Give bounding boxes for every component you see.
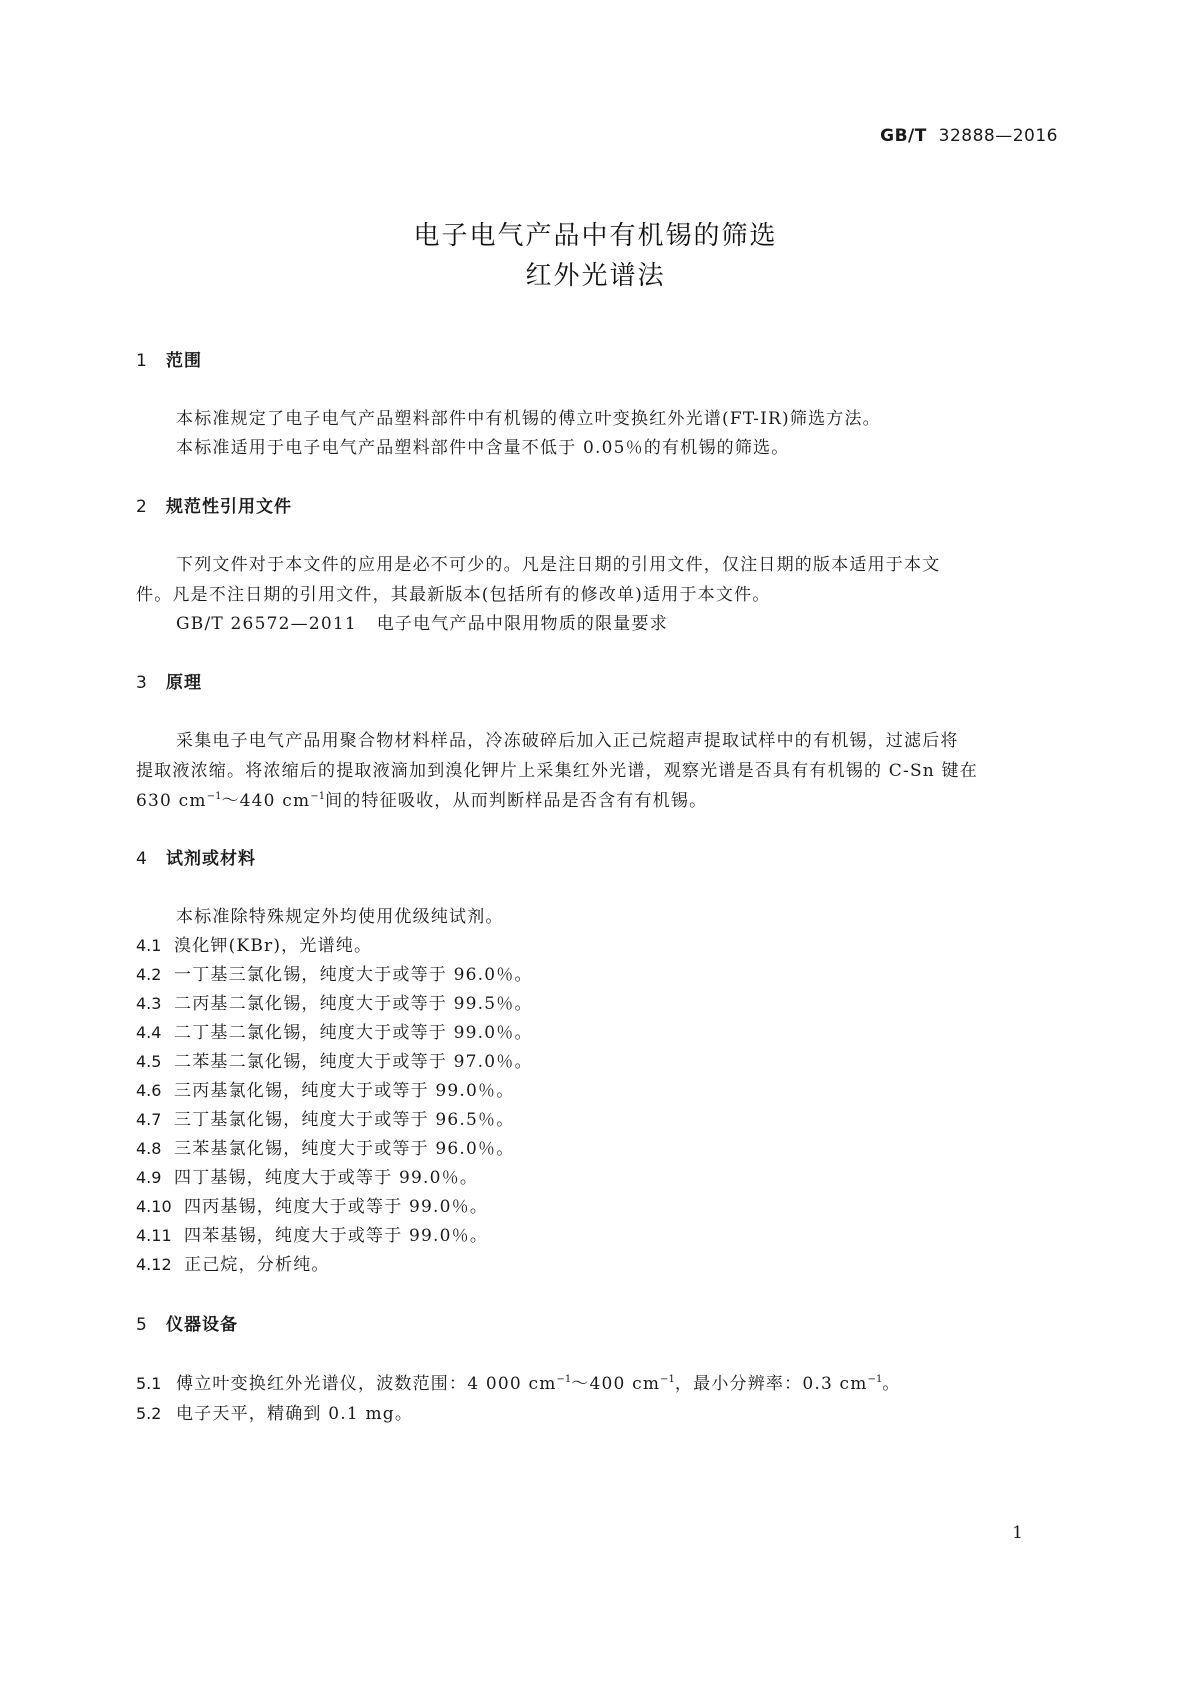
reagent-item: 4.12 正己烷，分析纯。: [136, 1255, 330, 1275]
reference-code: GB/T 26572—2011: [176, 614, 357, 634]
section-3-para-line3: 630 $cm^{-1}\sim 440$ $cm^{-1}$间的特征吸收，从而判断样品是否含有有机锡。: [136, 791, 708, 811]
document-title-line2: 红外光谱法: [525, 261, 666, 291]
section-5-heading: 5 仪器设备: [136, 1315, 238, 1335]
section-1-para-1: 本标准规定了电子电气产品塑料部件中有机锡的傅立叶变换红外光谱(FT-IR)筛选方法。: [176, 409, 881, 429]
apparatus-item-5-1: 5.1 傅立叶变换红外光谱仪，波数范围：4 000 $cm^{-1}\sim 400$ $cm^{-1}$，最小分辨率：0.3 $cm^{-1}$。: [136, 1374, 901, 1394]
reagent-item: 4.3 二丙基二氯化锡，纯度大于或等于 99.5％。: [136, 994, 533, 1014]
section-1-heading: 1 范围: [136, 351, 202, 371]
document-title-line1: 电子电气产品中有机锡的筛选: [413, 221, 778, 251]
reagent-item: 4.4 二丁基二氯化锡，纯度大于或等于 99.0％。: [136, 1023, 533, 1043]
page-number: 1: [1012, 1523, 1023, 1543]
apparatus-item-5-2: 5.2 电子天平，精确到 0.1 mg。: [136, 1404, 414, 1424]
section-1-para-2: 本标准适用于电子电气产品塑料部件中含量不低于 0.05％的有机锡的筛选。: [176, 438, 790, 458]
reagent-item: 4.2 一丁基三氯化锡，纯度大于或等于 96.0％。: [136, 965, 533, 985]
section-4-intro: 本标准除特殊规定外均使用优级纯试剂。: [176, 907, 504, 927]
section-3-para-line2: 提取液浓缩。将浓缩后的提取液滴加到溴化钾片上采集红外光谱，观察光谱是否具有有机锡的 C-Sn 键在: [136, 761, 978, 781]
section-2-heading: 2 规范性引用文件: [136, 497, 292, 517]
reagent-item: 4.11 四苯基锡，纯度大于或等于 99.0％。: [136, 1226, 489, 1246]
reagent-item: 4.5 二苯基二氯化锡，纯度大于或等于 97.0％。: [136, 1052, 533, 1072]
reagent-item: 4.8 三苯基氯化锡，纯度大于或等于 96.0％。: [136, 1139, 515, 1159]
section-2-para-line1: 下列文件对于本文件的应用是必不可少的。凡是注日期的引用文件，仅注日期的版本适用于本文: [176, 555, 941, 575]
section-3-heading: 3 原理: [136, 673, 202, 693]
reagent-item: 4.7 三丁基氯化锡，纯度大于或等于 96.5％。: [136, 1110, 515, 1130]
standard-code: GB/T 32888—2016: [880, 126, 1058, 146]
reagent-item: 4.10 四丙基锡，纯度大于或等于 99.0％。: [136, 1197, 489, 1217]
reagent-item: 4.6 三丙基氯化锡，纯度大于或等于 99.0％。: [136, 1081, 515, 1101]
section-2-para-line2: 件。凡是不注日期的引用文件，其最新版本(包括所有的修改单)适用于本文件。: [136, 585, 771, 605]
reagent-item: 4.9 四丁基锡，纯度大于或等于 99.0％。: [136, 1168, 479, 1188]
section-4-heading: 4 试剂或材料: [136, 849, 256, 869]
reagent-item: 4.1 溴化钾(KBr)，光谱纯。: [136, 936, 373, 956]
section-3-para-line1: 采集电子电气产品用聚合物材料样品，冷冻破碎后加入正己烷超声提取试样中的有机锡，过滤后将: [176, 731, 959, 751]
reference-title: 电子电气产品中限用物质的限量要求: [376, 614, 668, 634]
normative-reference: [176, 609, 668, 634]
